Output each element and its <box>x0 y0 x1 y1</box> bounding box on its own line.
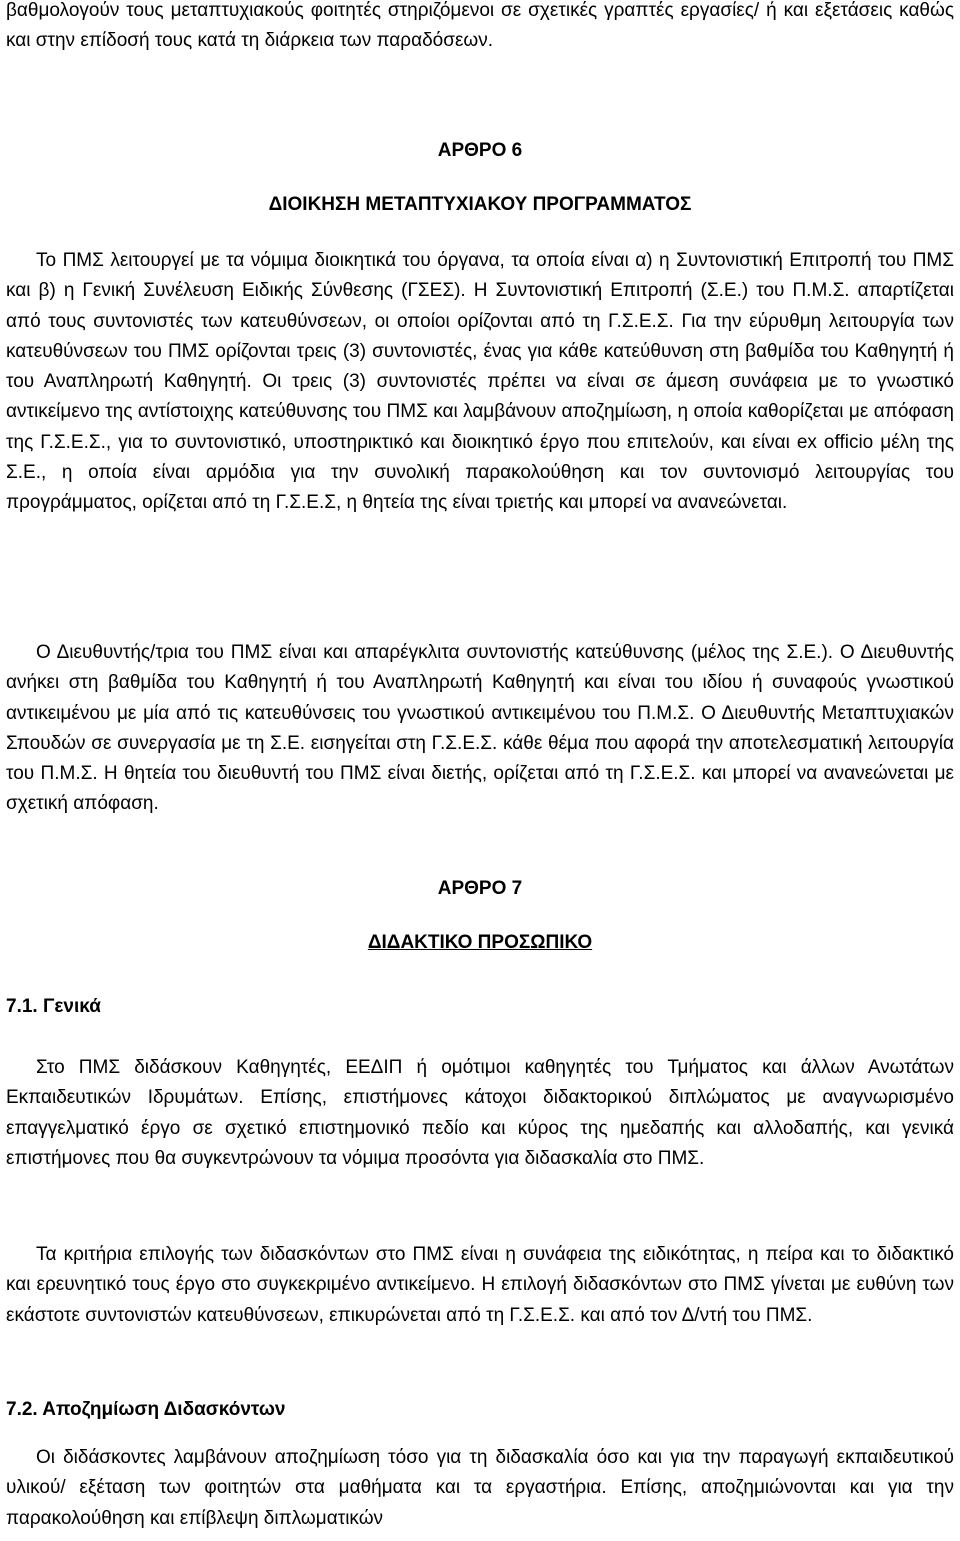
article-6-paragraph-2: Ο Διευθυντής/τρια του ΠΜΣ είναι και απαρέγκλιτα συντονιστής κατεύθυνσης (μέλος της Σ.Ε.). Ο Διευθυντής ανήκει στη βαθμίδα του Καθηγητή ή του Αναπληρωτή Καθηγητή και είναι του ιδίου ή συναφούς γνωστικού αντικειμένου με μία από τις κατευθύνσεις του γνωστικού αντικειμένου του Π.Μ.Σ. Ο Διευθυντής Μεταπτυχιακών Σπουδών σε συνεργασία με τη Σ.Ε. εισηγείται στη Γ.Σ.Ε.Σ. κάθε θέμα που αφορά την αποτελεσματική λειτουργία του Π.Μ.Σ. Η θητεία του διευθυντή του ΠΜΣ είναι διετής, ορίζεται από τη Γ.Σ.Ε.Σ. και μπορεί να ανανεώνεται με σχετική απόφαση. <box>6 642 954 815</box>
article-6-paragraph-1: Το ΠΜΣ λειτουργεί με τα νόμιμα διοικητικά του όργανα, τα οποία είναι α) η Συντονιστική Επιτροπή του ΠΜΣ και β) η Γενική Συνέλευση Ειδικής Σύνθεσης (ΓΣΕΣ). Η Συντονιστική Επιτροπή (Σ.Ε.) του Π.Μ.Σ. απαρτίζεται από τους συντονιστές των κατευθύνσεων, οι οποίοι ορίζονται από τη Γ.Σ.Ε.Σ. Για την εύρυθμη λειτουργία των κατευθύνσεων του ΠΜΣ ορίζονται τρεις (3) συντονιστές, ένας για κάθε κατεύθυνση στη βαθμίδα του Καθηγητή ή του Αναπληρωτή Καθηγητή. Οι τρεις (3) συντονιστές πρέπει να είναι σε άμεση συνάφεια με το γνωστικό αντικείμενο της αντίστοιχης κατεύθυνσης του ΠΜΣ και λαμβάνουν αποζημίωση, η οποία καθορίζεται με απόφαση της Γ.Σ.Ε.Σ., για το συντονιστικό, υποστηρικτικό και διοικητικό έργο που επιτελούν, και είναι ex officio μέλη της Σ.Ε., η οποία είναι αρμόδια για την συνολική παρακολούθηση και τον συντονισμό λειτουργίας του προγράμματος, ορίζεται από τη Γ.Σ.Ε.Σ, η θητεία της είναι τριετής και μπορεί να ανανεώνεται. <box>6 250 954 514</box>
intro-paragraph: βαθμολογούν τους μεταπτυχιακούς φοιτητές στηριζόμενοι σε σχετικές γραπτές εργασίες/ ή και εξετάσεις καθώς και στην επίδοσή τους κατά τη διάρκεια των παραδόσεων. <box>6 0 954 52</box>
section-7-1-paragraph-2: Τα κριτήρια επιλογής των διδασκόντων στο ΠΜΣ είναι η συνάφεια της ειδικότητας, η πείρα και το διδακτικό και ερευνητικό τους έργο στο συγκεκριμένο αντικείμενο. Η επιλογή διδασκόντων στο ΠΜΣ γίνεται με ευθύνη των εκάστοτε συντονιστών κατευθύνσεων, επικυρώνεται από τη Γ.Σ.Ε.Σ. και από τον Δ/ντή του ΠΜΣ. <box>6 1244 954 1326</box>
section-7-1-paragraph-1: Στο ΠΜΣ διδάσκουν Καθηγητές, ΕΕΔΙΠ ή ομότιμοι καθηγητές του Τμήματος και άλλων Ανωτάτων Εκπαιδευτικών Ιδρυμάτων. Επίσης, επιστήμονες κάτοχοι διδακτορικού διπλώματος με αναγνωρισμένο επαγγελματικό έργο σε σχετικό επιστημονικό πεδίο και κύρος της ημεδαπής και αλλοδαπής, και γενικά επιστήμονες που θα συγκεντρώνουν τα νόμιμα προσόντα για διδασκαλία στο ΠΜΣ. <box>6 1057 954 1169</box>
article-7-number: ΑΡΘΡΟ 7 <box>437 878 523 899</box>
article-6-number: ΑΡΘΡΟ 6 <box>437 140 523 161</box>
article-6-title: ΔΙΟΙΚΗΣΗ ΜΕΤΑΠΤΥΧΙΑΚΟΥ ΠΡΟΓΡΑΜΜΑΤΟΣ <box>268 194 692 215</box>
article-7-title: ΔΙΔΑΚΤΙΚΟ ΠΡΟΣΩΠΙΚΟ <box>367 932 593 953</box>
section-7-2-paragraph-1: Οι διδάσκοντες λαμβάνουν αποζημίωση τόσο για τη διδασκαλία όσο και για την παραγωγή εκπαιδευτικού υλικού/ εξέταση των φοιτητών στα μαθήματα και τα εργαστήρια. Επίσης, αποζημιώνονται και για την παρακολούθηση και επίβλεψη διπλωματικών <box>6 1447 954 1529</box>
section-7-1-heading: 7.1. Γενικά <box>6 996 101 1017</box>
article-7-title-wrapper <box>0 932 960 954</box>
section-7-2-heading: 7.2. Αποζημίωση Διδασκόντων <box>6 1399 286 1420</box>
